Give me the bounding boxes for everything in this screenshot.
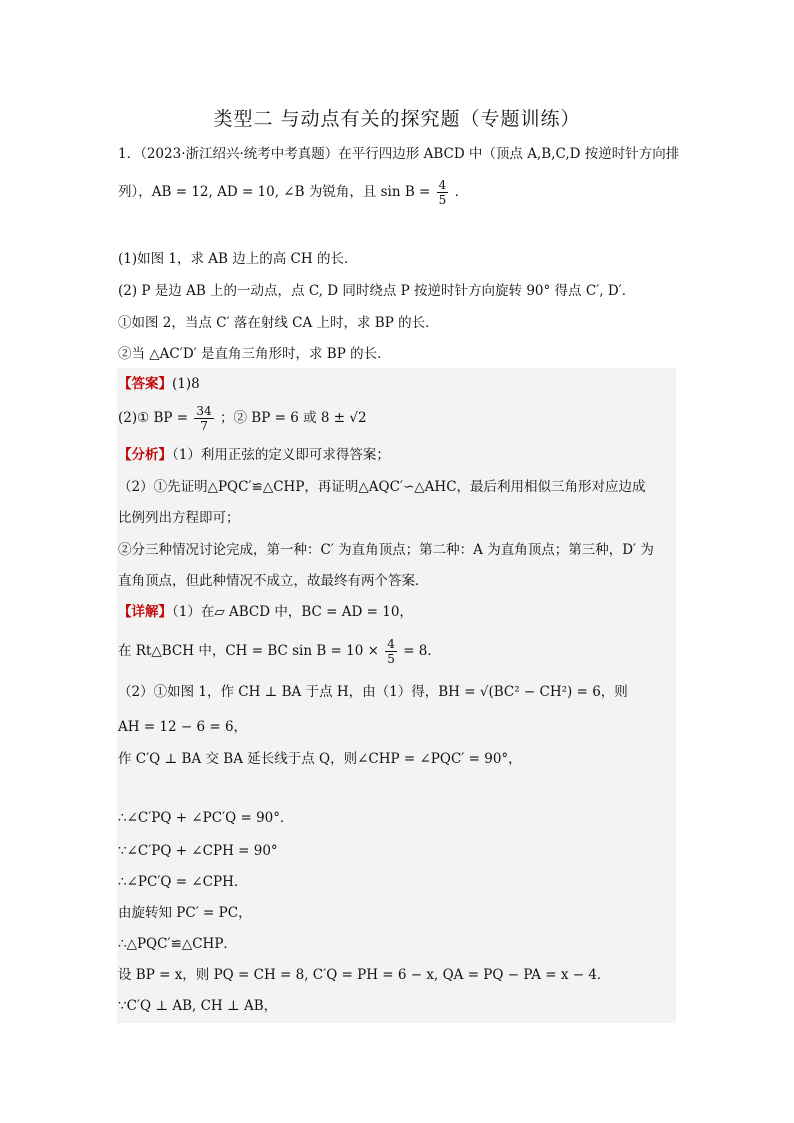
problem-line-2-end: ． [454, 184, 469, 200]
detail-line-10: ∴△PQC′≌△CHP． [118, 936, 237, 952]
analysis-text-1: （1）利用正弦的定义即可求得答案； [172, 447, 390, 463]
detail-line-8: ∴∠PC′Q = ∠CPH． [118, 874, 248, 890]
analysis-line-4: ②分三种情况讨论完成，第一种：C′ 为直角顶点；第二种：A 为直角顶点；第三种，D′ 为 [118, 542, 654, 558]
problem-line-2 [118, 178, 468, 207]
answer-2-end: ；② BP = 6 或 8 ± √2 [220, 410, 367, 426]
answer-label: 【答案】 [118, 376, 172, 392]
ch-denominator: 5 [387, 652, 395, 666]
detail-line-5: 作 C′Q ⊥ BA 交 BA 延长线于点 Q，则∠CHP = ∠PQC′ = 90°， [118, 751, 522, 767]
question-2: (2) P 是边 AB 上的一动点，点 C, D 同时绕点 P 按逆时针方向旋转 90° 得点 C′, D′． [118, 283, 636, 299]
detail-line-6: ∴∠C′PQ + ∠PC′Q = 90°． [118, 810, 294, 826]
analysis-label: 【分析】 [118, 447, 172, 463]
page-title: 类型二 与动点有关的探究题（专题训练） [213, 108, 581, 130]
analysis-line-1 [118, 446, 390, 464]
detail-line-2-text: 在 Rt△BCH 中，CH = BC sin B = 10 × [118, 643, 379, 659]
ch-numerator: 4 [387, 637, 395, 651]
problem-line-1: 1．（2023·浙江绍兴·统考中考真题）在平行四边形 ABCD 中（顶点 A,B,C,D 按逆时针方向排 [118, 146, 680, 162]
detail-line-11: 设 BP = x，则 PQ = CH = 8, C′Q = PH = 6 − x, QA = PQ − PA = x − 4． [118, 967, 611, 983]
answer-2-text: (2)① BP = [118, 410, 189, 426]
answer-line-2 [118, 404, 367, 433]
sin-b-numerator: 4 [438, 178, 447, 192]
answer-1: (1)8 [172, 376, 200, 392]
bp-numerator: 34 [196, 404, 212, 418]
analysis-line-5: 直角顶点，但此种情况不成立，故最终有两个答案． [118, 573, 429, 589]
problem-line-2-text: 列），AB = 12, AD = 10, ∠B 为锐角，且 sin B = [118, 184, 431, 200]
question-2b: ②当 △AC′D′ 是直角三角形时，求 BP 的长． [118, 346, 391, 362]
question-1: (1)如图 1，求 AB 边上的高 CH 的长． [118, 251, 358, 267]
detail-line-9: 由旋转知 PC′ = PC， [118, 905, 252, 921]
bp-denominator: 7 [200, 419, 208, 433]
detail-line-1 [118, 603, 413, 621]
detail-line-2 [118, 637, 441, 666]
detail-line-4: AH = 12 − 6 = 6， [118, 719, 248, 735]
sin-b-fraction [437, 178, 449, 207]
detail-line-7: ∵∠C′PQ + ∠CPH = 90° [118, 843, 278, 859]
detail-line-12: ∵C′Q ⊥ AB, CH ⊥ AB， [118, 998, 278, 1014]
detail-text-1: （1）在▱ ABCD 中，BC = AD = 10， [172, 604, 413, 620]
bp-fraction [194, 404, 213, 433]
answer-line-1 [118, 375, 200, 393]
detail-label: 【详解】 [118, 604, 172, 620]
analysis-line-2: （2）①先证明△PQC′≌△CHP，再证明△AQC′∽△AHC，最后利用相似三角形对应边成 [118, 479, 646, 495]
question-2a: ①如图 2，当点 C′ 落在射线 CA 上时，求 BP 的长． [118, 315, 439, 331]
analysis-line-3: 比例列出方程即可； [118, 510, 240, 526]
detail-line-2-end: = 8． [403, 643, 441, 659]
ch-fraction [385, 637, 397, 666]
detail-line-3: （2）①如图 1，作 CH ⊥ BA 于点 H，由（1）得，BH = √(BC² − CH²) = 6，则 [118, 684, 628, 700]
sin-b-denominator: 5 [438, 193, 447, 207]
